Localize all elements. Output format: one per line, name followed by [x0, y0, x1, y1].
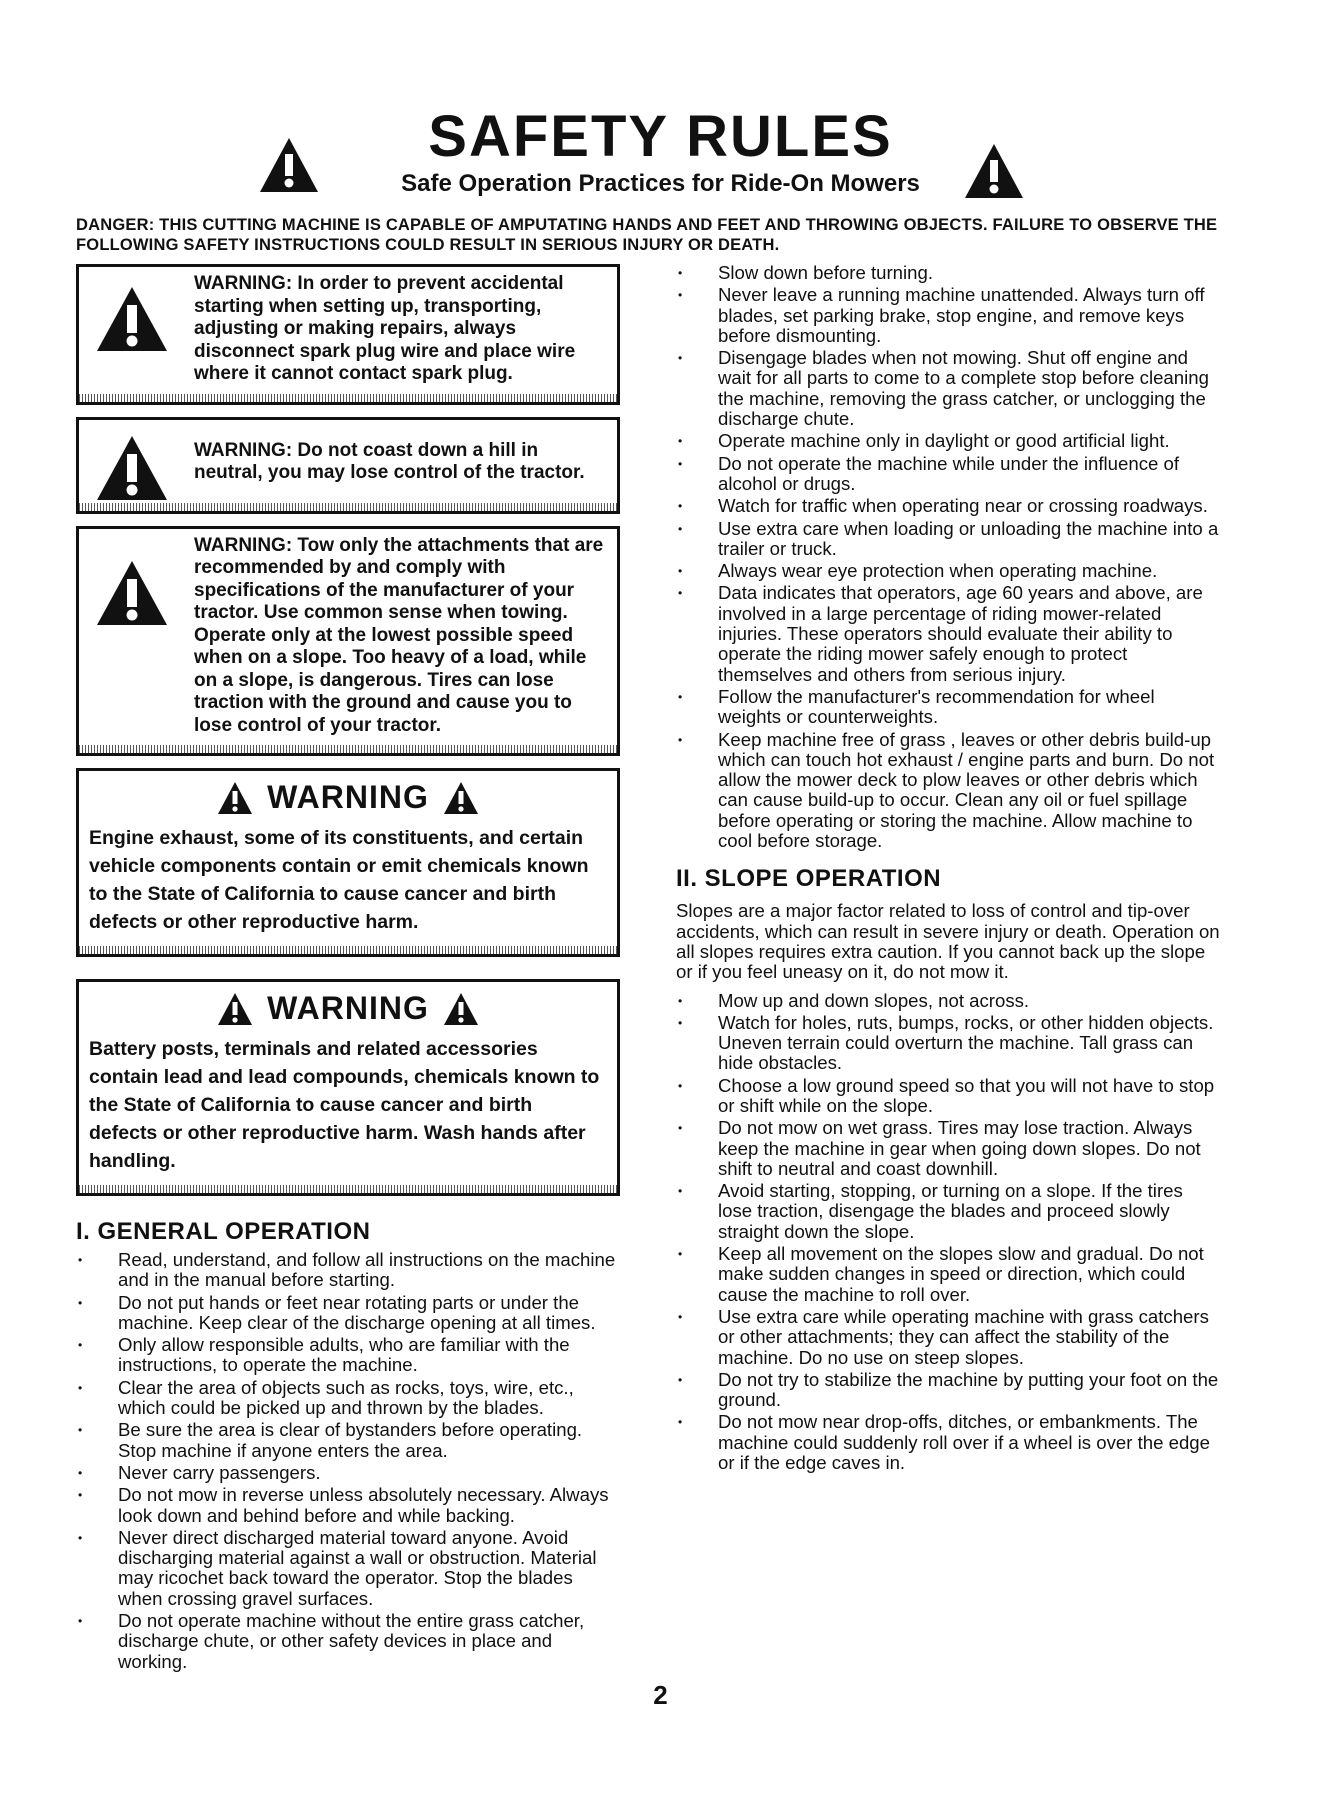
warning-triangle-icon: [443, 781, 479, 815]
warning-heading-label: WARNING: [267, 990, 429, 1026]
page-title: SAFETY RULES: [428, 104, 893, 169]
list-item: • Operate machine only in daylight or good artificial light.: [676, 431, 1221, 451]
list-item: • Do not operate the machine while under the influence of alcohol or drugs.: [676, 454, 1221, 495]
list-item: • Read, understand, and follow all instructions on the machine and in the manual before starting.: [76, 1250, 620, 1291]
list-item: • Clear the area of objects such as rocks, toys, wire, etc., which could be picked up and thrown by the blades.: [76, 1378, 620, 1419]
page-number: 2: [653, 1680, 668, 1710]
list-item: • Do not put hands or feet near rotating parts or under the machine. Keep clear of the discharge opening at all times.: [76, 1293, 620, 1334]
warning-text: Battery posts, terminals and related accessories contain lead and lead compounds, chemicals known to the State of California to cause cancer and birth defects or other reproductive harm. Wash hands after handling.: [89, 1038, 600, 1172]
list-item: • Use extra care when loading or unloading the machine into a trailer or truck.: [676, 519, 1221, 560]
warning-text: WARNING: In order to prevent accidental starting when setting up, transporting, adjusting or making repairs, always disconnect spark plug wire and place wire where it cannot contact spark plug.: [194, 273, 576, 384]
list-item: • Watch for holes, ruts, bumps, rocks, or other hidden objects. Uneven terrain could overturn the machine. Tall grass can hide obstacles.: [676, 1013, 1221, 1074]
general-rules-continued-list: [676, 263, 1221, 851]
right-column: [676, 263, 1221, 1475]
danger-statement: DANGER: THIS CUTTING MACHINE IS CAPABLE OF AMPUTATING HANDS AND FEET AND THROWING OBJECTS. FAILURE TO OBSERVE THE FOLLOWING SAFETY INSTRUCTIONS COULD RESULT IN SERIOUS INJURY OR DEATH.: [76, 216, 1218, 254]
warning-heading: [79, 982, 617, 1027]
list-item: • Avoid starting, stopping, or turning on a slope. If the tires lose traction, disengage the blades and proceed slowly straight down the slope.: [676, 1181, 1221, 1242]
list-item: • Disengage blades when not mowing. Shut off engine and wait for all parts to come to a complete stop before cleaning the machine, removing the grass catcher, or unclogging the discharge chute.: [676, 348, 1221, 429]
list-item: • Only allow responsible adults, who are familiar with the instructions, to operate the machine.: [76, 1335, 620, 1376]
slope-intro: Slopes are a major factor related to loss of control and tip-over accidents, which can result in severe injury or death. Operation on all slopes requires extra caution. If you cannot back up the slope or if you feel uneasy on it, do not mow it.: [676, 900, 1220, 983]
warning-box-towing: [76, 526, 620, 757]
list-item: • Do not mow near drop-offs, ditches, or embankments. The machine could suddenly roll over if a wheel is over the edge or if the edge caves in.: [676, 1412, 1221, 1473]
list-item: • Never direct discharged material toward anyone. Avoid discharging material against a wall or obstruction. Material may ricochet back toward the operator. Stop the blades when crossing gravel surfaces.: [76, 1528, 620, 1609]
warning-triangle-icon: [95, 285, 169, 353]
list-item: • Be sure the area is clear of bystanders before operating. Stop machine if anyone enters the area.: [76, 1420, 620, 1461]
slope-rules-list: [676, 991, 1221, 1474]
warning-text: WARNING: Do not coast down a hill in neutral, you may lose control of the tractor.: [194, 439, 585, 483]
warning-text: Engine exhaust, some of its constituents, and certain vehicle components contain or emit chemicals known to the State of California to cause cancer and birth defects or other reproductive harm.: [89, 827, 589, 933]
list-item: • Do not mow on wet grass. Tires may lose traction. Always keep the machine in gear when going down slopes. Do not shift to neutral and coast downhill.: [676, 1118, 1221, 1179]
warning-triangle-icon: [217, 992, 253, 1026]
warning-triangle-icon: [443, 992, 479, 1026]
warning-text: WARNING: Tow only the attachments that are recommended by and comply with specifications of the manufacturer of your tractor. Use common sense when towing. Operate only at the lowest possible speed when on a slope. Too heavy of a load, while on a slope, is dangerous. Tires can lose traction with the ground and cause you to lose control of your tractor.: [194, 534, 604, 736]
page-subtitle: Safe Operation Practices for Ride-On Mowers: [401, 170, 920, 197]
list-item: • Keep all movement on the slopes slow and gradual. Do not make sudden changes in speed or direction, which could cause the machine to roll over.: [676, 1244, 1221, 1305]
prop65-warning-exhaust: [76, 768, 620, 957]
warning-triangle-icon: [95, 434, 169, 502]
left-column: [76, 264, 620, 1674]
warning-triangle-icon: [217, 781, 253, 815]
list-item: • Never carry passengers.: [76, 1463, 620, 1483]
section-heading-slope: II. SLOPE OPERATION: [676, 865, 942, 893]
prop65-warning-battery: [76, 979, 620, 1196]
warning-heading-label: WARNING: [267, 779, 429, 815]
list-item: • Do not operate machine without the entire grass catcher, discharge chute, or other safety devices in place and working.: [76, 1611, 620, 1672]
list-item: • Data indicates that operators, age 60 years and above, are involved in a large percentage of riding mower-related injuries. These operators should evaluate their ability to operate the riding mower safely enough to protect themselves and others from serious injury.: [676, 583, 1221, 684]
general-rules-list: [76, 1250, 620, 1672]
list-item: • Mow up and down slopes, not across.: [676, 991, 1221, 1011]
list-item: • Never leave a running machine unattended. Always turn off blades, set parking brake, stop engine, and remove keys before dismounting.: [676, 285, 1221, 346]
list-item: • Do not try to stabilize the machine by putting your foot on the ground.: [676, 1370, 1221, 1411]
list-item: • Follow the manufacturer's recommendation for wheel weights or counterweights.: [676, 687, 1221, 728]
list-item: • Always wear eye protection when operating machine.: [676, 561, 1221, 581]
list-item: • Choose a low ground speed so that you will not have to stop or shift while on the slope.: [676, 1076, 1221, 1117]
list-item: • Slow down before turning.: [676, 263, 1221, 283]
section-heading-general: I. GENERAL OPERATION: [76, 1218, 371, 1245]
warning-box-spark-plug: [76, 264, 620, 405]
warning-heading: [79, 771, 617, 816]
list-item: • Do not mow in reverse unless absolutely necessary. Always look down and behind before and while backing.: [76, 1485, 620, 1526]
list-item: • Watch for traffic when operating near or crossing roadways.: [676, 496, 1221, 516]
list-item: • Use extra care while operating machine with grass catchers or other attachments; they can affect the stability of the machine. Do no use on steep slopes.: [676, 1307, 1221, 1368]
list-item: • Keep machine free of grass , leaves or other debris build-up which can touch hot exhaust / engine parts and burn. Do not allow the mower deck to plow leaves or other debris which can cause build-up to occur. Clean any oil or fuel spillage before operating or storing the machine. Allow machine to cool before storage.: [676, 730, 1221, 852]
warning-triangle-icon: [95, 559, 169, 627]
warning-box-coast: [76, 417, 620, 514]
